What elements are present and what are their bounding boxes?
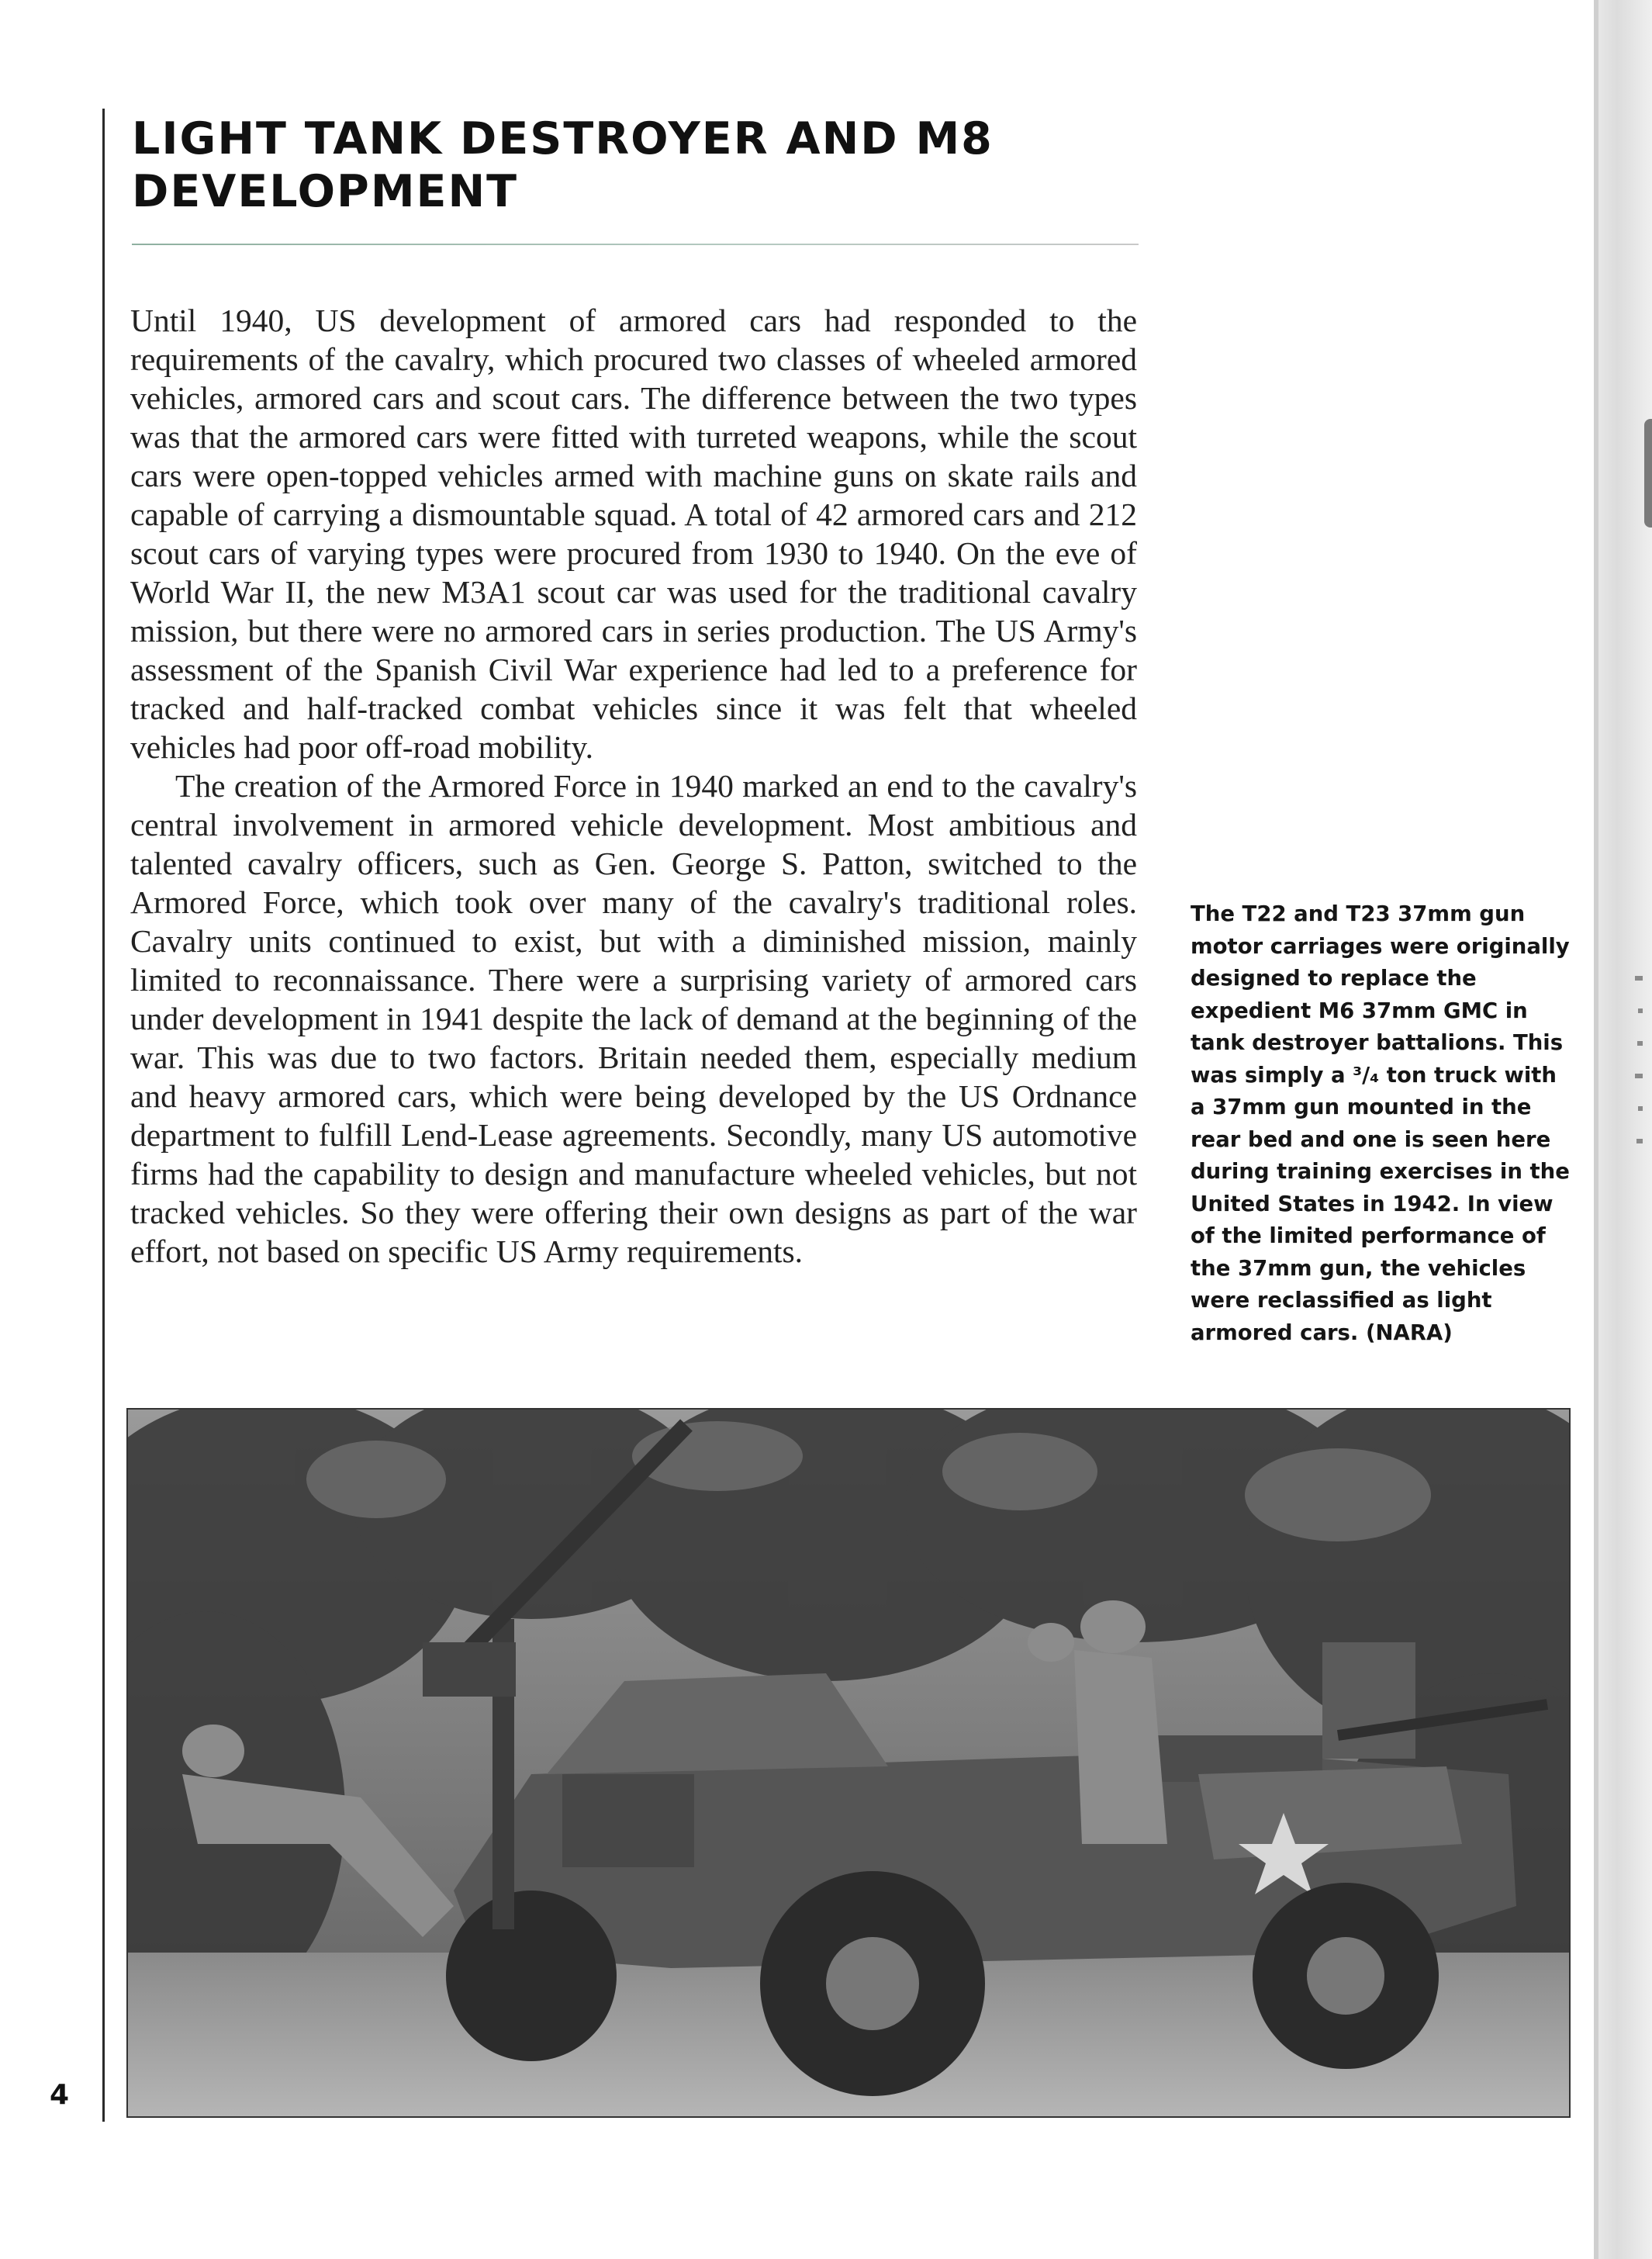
adjacent-page-edge (1594, 0, 1652, 2259)
adjacent-page-mark (1644, 419, 1652, 528)
photo-truck-with-37mm-gun (126, 1408, 1571, 2118)
title-underline (132, 244, 1139, 245)
left-margin-rule (102, 109, 105, 2122)
body-paragraph-1: Until 1940, US development of armored cars had responded to the requirements of the cavalry, which procured two classes of wheeled armored vehicles, armored cars and scout cars. The difference between the two types was that the armored cars were fitted with turreted weapons, while the scout cars were open-topped vehicles armed with machine guns on skate rails and capable of carrying a dismountable squad. A total of 42 armored cars and 212 scout cars of varying types were procured from 1930 to 1940. On the eve of World War II, the new M3A1 scout car was used for the traditional cavalry mission, but there were no armored cars in series production. The US Army's assessment of the Spanish Civil War experience had led to a preference for tracked and half-tracked combat vehicles since it was felt that wheeled vehicles had poor off-road mobility. (130, 303, 1137, 765)
body-paragraph-2: The creation of the Armored Force in 1940 marked an end to the cavalry's central involvement in armored vehicle development. Most ambitious and talented cavalry officers, such as Gen. George S. Patton, switched to the Armored Force, which took over many of the cavalry's traditional roles. Cavalry units continued to exist, but with a diminished mission, mainly limited to reconnaissance. There were a surprising variety of armored cars under development in 1941 despite the lack of demand at the beginning of the war. This was due to two factors. Britain needed them, especially medium and heavy armored cars, which were being developed by the US Ordnance department to fulfill Lend-Lease agreements. Secondly, many US automotive firms had the capability to design and manufacture wheeled vehicles, but not tracked vehicles. So they were offering their own designs as part of the war effort, not based on specific US Army requirements. (130, 768, 1137, 1269)
adjacent-page-text-fragment (1638, 1008, 1643, 1013)
article-body (130, 301, 1137, 1271)
photo-caption: The T22 and T23 37mm gun motor carriages were originally designed to replace the expedient M6 37mm GMC in tank destroyer battalions. This was simply a ³/₄ ton truck with a 37mm gun mounted in the rear bed and one is seen here during training exercises in the United States in 1942. In view of the limited performance of the 37mm gun, the vehicles were reclassified as light armored cars. (NARA) (1191, 901, 1570, 1345)
section-title: LIGHT TANK DESTROYER AND M8 DEVELOPMENT (132, 113, 994, 217)
adjacent-page-text-fragment (1638, 1106, 1643, 1111)
adjacent-page-text-fragment (1637, 1041, 1643, 1046)
adjacent-page-text-fragment (1635, 976, 1643, 981)
photo-illustration (128, 1410, 1569, 2116)
page-number: 4 (50, 2079, 70, 2111)
adjacent-page-text-fragment (1636, 1139, 1643, 1143)
adjacent-page-text-fragment (1635, 1074, 1643, 1078)
